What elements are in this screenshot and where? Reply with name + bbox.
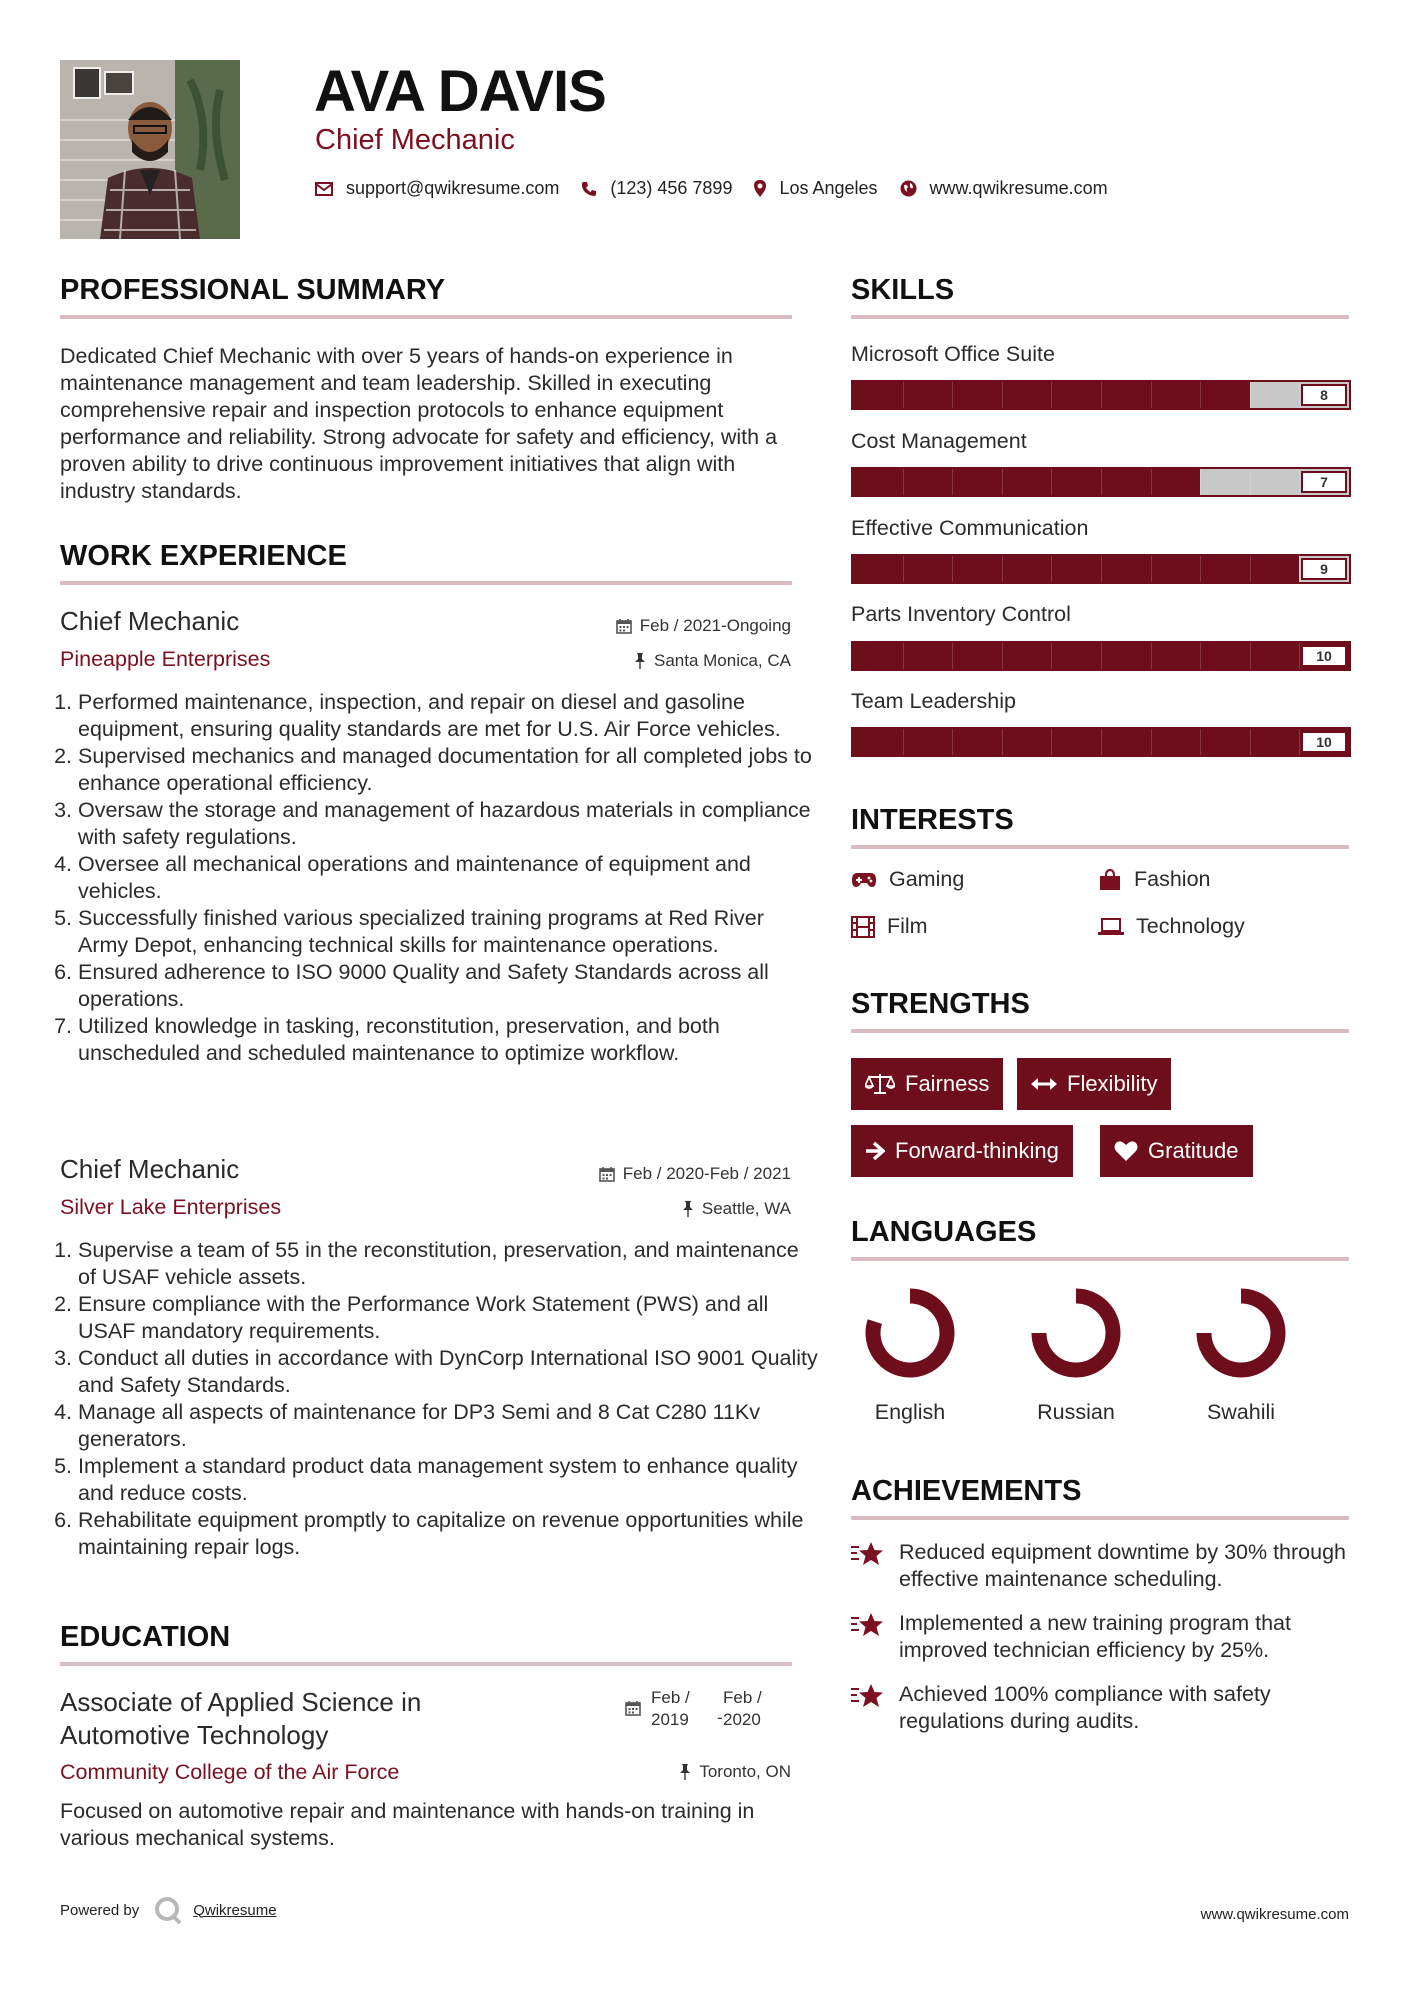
interest-label: Film <box>887 914 928 938</box>
education-dates: Feb / 2019 - Feb / 2020 <box>625 1688 793 1732</box>
job-duty: 4. Oversee all mechanical operations and maintenance of equipment and vehicles. <box>78 851 818 905</box>
interest-label: Fashion <box>1134 867 1211 891</box>
skill-bar <box>851 380 1351 410</box>
skill-level-box: 10 <box>1301 645 1347 667</box>
skill-bar-segment <box>1250 643 1251 669</box>
footer-powered-by <box>60 1895 277 1925</box>
language-meter <box>1166 1285 1316 1381</box>
education-description: Focused on automotive repair and maintenance with hands-on training in various mechanical systems. <box>60 1799 755 1850</box>
interest-film <box>851 914 928 939</box>
job-duties-list <box>60 689 818 1067</box>
skill-bar-segment <box>1151 469 1152 495</box>
skill-bar-fill <box>853 556 1299 582</box>
job-duty: 4. Manage all aspects of maintenance for DP3 Semi and 8 Cat C280 11Kv generators. <box>78 1399 818 1453</box>
strength-label: Forward-thinking <box>895 1138 1059 1163</box>
contact-email-text: support@qwikresume.com <box>346 178 560 198</box>
language-meter <box>835 1285 985 1381</box>
profile-photo-image <box>60 60 240 239</box>
skill-bar-segment <box>1200 729 1201 755</box>
strength-tag <box>1017 1058 1171 1110</box>
skill-bar-segment <box>952 556 953 582</box>
pushpin-icon <box>679 1764 691 1780</box>
strengths-heading: STRENGTHS <box>851 988 1349 1033</box>
skill-bar-segment <box>1151 382 1152 408</box>
job-duties-list <box>60 1237 818 1561</box>
interest-technology <box>1098 914 1245 939</box>
skill-bar-segment <box>952 382 953 408</box>
job-dates-text: Feb / 2021-Ongoing <box>639 616 791 635</box>
skill-bar-segment <box>1002 382 1003 408</box>
skill-bar-segment <box>903 469 904 495</box>
strength-tag <box>1100 1125 1253 1177</box>
education-start-year: 2019 <box>651 1710 689 1729</box>
skill-bar-segment <box>1200 556 1201 582</box>
job-title: Chief Mechanic <box>60 606 240 636</box>
skill-bar-segment <box>1101 556 1102 582</box>
language-arc <box>1039 1296 1113 1370</box>
skill-bar-segment <box>952 643 953 669</box>
interest-label: Technology <box>1136 914 1245 938</box>
summary-heading: PROFESSIONAL SUMMARY <box>60 274 792 319</box>
arrow-right-icon <box>865 1141 885 1161</box>
strength-label: Flexibility <box>1067 1071 1158 1096</box>
interest-fashion <box>1098 867 1211 892</box>
job-dates <box>599 1164 791 1184</box>
education-end-month: Feb / <box>723 1688 762 1707</box>
strength-tag <box>851 1058 1003 1110</box>
film-icon <box>851 916 875 938</box>
job-duty: 1. Performed maintenance, inspection, and repair on diesel and gasoline equipment, ensuring quality standards are met for U.S. Air Force vehicles. <box>78 689 818 743</box>
contact-location <box>754 178 877 199</box>
skill-bar-segment <box>903 729 904 755</box>
skill-bar-segment <box>1051 643 1052 669</box>
contact-phone[interactable] <box>581 178 732 199</box>
job-company: Pineapple Enterprises <box>60 647 271 671</box>
job-duty: 7. Utilized knowledge in tasking, reconstitution, preservation, and both unscheduled and scheduled maintenance to optimize workflow. <box>78 1013 818 1067</box>
skill-bar-segment <box>952 729 953 755</box>
balance-scale-icon <box>865 1073 895 1095</box>
language-label: Russian <box>1037 1400 1115 1424</box>
contact-email[interactable] <box>315 178 559 199</box>
skill-name: Cost Management <box>851 429 1027 453</box>
shopping-bag-icon <box>1098 869 1122 891</box>
skill-bar-segment <box>1051 382 1052 408</box>
skill-level-box: 8 <box>1301 384 1347 406</box>
strength-label: Gratitude <box>1148 1138 1239 1163</box>
skill-bar-segment <box>1051 729 1052 755</box>
candidate-name: AVA DAVIS <box>314 59 606 124</box>
experience-heading: WORK EXPERIENCE <box>60 540 792 585</box>
skill-bar-segment <box>1250 556 1251 582</box>
contact-phone-text: (123) 456 7899 <box>610 178 733 198</box>
skill-bar-segment <box>1200 643 1201 669</box>
footer-website[interactable]: www.qwikresume.com <box>1200 1906 1349 1923</box>
skills-heading: SKILLS <box>851 274 1349 319</box>
language-meter <box>1001 1285 1151 1381</box>
language-label: English <box>874 1400 946 1424</box>
skill-bar <box>851 727 1351 757</box>
skill-level-box: 10 <box>1301 731 1347 753</box>
interests-heading: INTERESTS <box>851 804 1349 849</box>
skill-bar-segment <box>1250 729 1251 755</box>
education-school: Community College of the Air Force <box>60 1760 400 1784</box>
job-dates-text: Feb / 2020-Feb / 2021 <box>622 1164 791 1183</box>
star-medal-icon <box>851 1683 885 1709</box>
job-duty: 2. Supervised mechanics and managed documentation for all completed jobs to enhance operational efficiency. <box>78 743 818 797</box>
contact-website-text: www.qwikresume.com <box>929 178 1108 198</box>
languages-heading: LANGUAGES <box>851 1216 1349 1261</box>
skill-bar-segment <box>1151 556 1152 582</box>
skill-bar-segment <box>1051 556 1052 582</box>
skill-bar-segment <box>1002 469 1003 495</box>
achievement-text: Implemented a new training program that improved technician efficiency by 25%. <box>899 1611 1291 1662</box>
contact-bar <box>315 178 1130 199</box>
globe-icon <box>900 180 917 197</box>
skill-bar-segment <box>903 382 904 408</box>
skill-bar <box>851 641 1351 671</box>
skill-bar-segment <box>1101 469 1102 495</box>
job-dates <box>616 616 791 636</box>
job-location <box>634 651 791 671</box>
skill-name: Parts Inventory Control <box>851 602 1071 626</box>
job-duty: 3. Oversaw the storage and management of hazardous materials in compliance with safety regulations. <box>78 797 818 851</box>
map-marker-icon <box>754 180 766 197</box>
candidate-role: Chief Mechanic <box>315 124 515 156</box>
achievement-item <box>851 1681 1351 1735</box>
job-duty: 2. Ensure compliance with the Performance Work Statement (PWS) and all USAF mandatory requirements. <box>78 1291 818 1345</box>
job-duty: 1. Supervise a team of 55 in the reconstitution, preservation, and maintenance of USAF vehicle assets. <box>78 1237 818 1291</box>
education-degree-line2: Automotive Technology <box>60 1720 329 1750</box>
job-duty: 3. Conduct all duties in accordance with DynCorp International ISO 9001 Quality and Safety Standards. <box>78 1345 818 1399</box>
envelope-icon <box>315 182 333 196</box>
skill-bar-segment <box>1002 729 1003 755</box>
skill-bar-segment <box>903 556 904 582</box>
achievement-text: Achieved 100% compliance with safety regulations during audits. <box>899 1682 1271 1733</box>
achievement-item <box>851 1610 1351 1664</box>
calendar-icon <box>625 1700 641 1716</box>
powered-by-text: Powered by <box>60 1901 140 1919</box>
skill-bar-segment <box>1002 643 1003 669</box>
arrows-horizontal-icon <box>1031 1077 1057 1091</box>
education-location-text: Toronto, ON <box>699 1762 791 1781</box>
skill-level-box: 7 <box>1301 471 1347 493</box>
skill-name: Microsoft Office Suite <box>851 342 1055 366</box>
skill-bar-segment <box>1250 382 1251 408</box>
job-duty: 6. Rehabilitate equipment promptly to capitalize on revenue opportunities while maintaining repair logs. <box>78 1507 818 1561</box>
skill-bar-segment <box>903 643 904 669</box>
calendar-icon <box>599 1166 615 1182</box>
contact-website[interactable] <box>900 178 1108 199</box>
skill-bar-segment <box>1200 382 1201 408</box>
education-degree-line1: Associate of Applied Science in <box>60 1687 422 1717</box>
star-medal-icon <box>851 1541 885 1567</box>
heart-icon <box>1114 1140 1138 1162</box>
skill-level-box: 9 <box>1301 558 1347 580</box>
job-duty: 6. Ensured adherence to ISO 9000 Quality and Safety Standards across all operations. <box>78 959 818 1013</box>
skill-bar-segment <box>1200 469 1201 495</box>
achievement-item <box>851 1539 1351 1593</box>
gamepad-icon <box>851 871 877 889</box>
laptop-icon <box>1098 918 1124 936</box>
phone-icon <box>581 181 597 197</box>
strength-tag <box>851 1125 1073 1177</box>
skill-name: Team Leadership <box>851 689 1016 713</box>
contact-location-text: Los Angeles <box>779 178 878 198</box>
strength-label: Fairness <box>905 1071 990 1096</box>
job-location-text: Santa Monica, CA <box>653 651 791 670</box>
skill-bar-segment <box>1101 643 1102 669</box>
education-end-year: 2020 <box>723 1710 761 1729</box>
job-duty: 5. Successfully finished various specialized training programs at Red River Army Depot, enhancing technical skills for maintenance operations. <box>78 905 818 959</box>
language-arc <box>1204 1296 1278 1370</box>
profile-photo <box>60 60 240 239</box>
job-title: Chief Mechanic <box>60 1154 240 1184</box>
qwikresume-link[interactable]: Qwikresume <box>193 1901 277 1919</box>
skill-bar-segment <box>1250 469 1251 495</box>
skill-bar-segment <box>1151 643 1152 669</box>
calendar-icon <box>616 618 632 634</box>
skill-bar-segment <box>1101 382 1102 408</box>
interest-label: Gaming <box>889 867 965 891</box>
skill-bar-segment <box>1101 729 1102 755</box>
skill-bar-segment <box>1151 729 1152 755</box>
summary-text: Dedicated Chief Mechanic with over 5 years of hands-on experience in maintenance management and team leadership. Skilled in executing comprehensive repair and inspection protocols to enhance equipment performance and reliability. Strong advocate for safety and efficiency, with a proven ability to drive continuous improvement initiatives that align with industry standards. <box>60 344 778 503</box>
skill-bar <box>851 554 1351 584</box>
pushpin-icon <box>682 1201 694 1217</box>
language-arc <box>873 1296 947 1370</box>
star-medal-icon <box>851 1612 885 1638</box>
skill-bar-segment <box>1002 556 1003 582</box>
education-start-month: Feb / <box>651 1688 690 1707</box>
achievements-heading: ACHIEVEMENTS <box>851 1475 1349 1520</box>
skill-bar-segment <box>1051 469 1052 495</box>
job-location <box>682 1199 791 1219</box>
achievement-text: Reduced equipment downtime by 30% through effective maintenance scheduling. <box>899 1540 1347 1591</box>
pushpin-icon <box>634 653 646 669</box>
job-company: Silver Lake Enterprises <box>60 1195 282 1219</box>
language-label: Swahili <box>1206 1400 1276 1424</box>
skill-bar-fill <box>853 469 1200 495</box>
interest-gaming <box>851 867 964 892</box>
skill-bar-segment <box>952 469 953 495</box>
job-location-text: Seattle, WA <box>701 1199 791 1218</box>
education-location <box>679 1762 791 1782</box>
education-heading: EDUCATION <box>60 1621 792 1666</box>
qwikresume-logo-icon <box>153 1895 183 1925</box>
skill-name: Effective Communication <box>851 516 1089 540</box>
job-duty: 5. Implement a standard product data management system to enhance quality and reduce costs. <box>78 1453 818 1507</box>
skill-bar <box>851 467 1351 497</box>
